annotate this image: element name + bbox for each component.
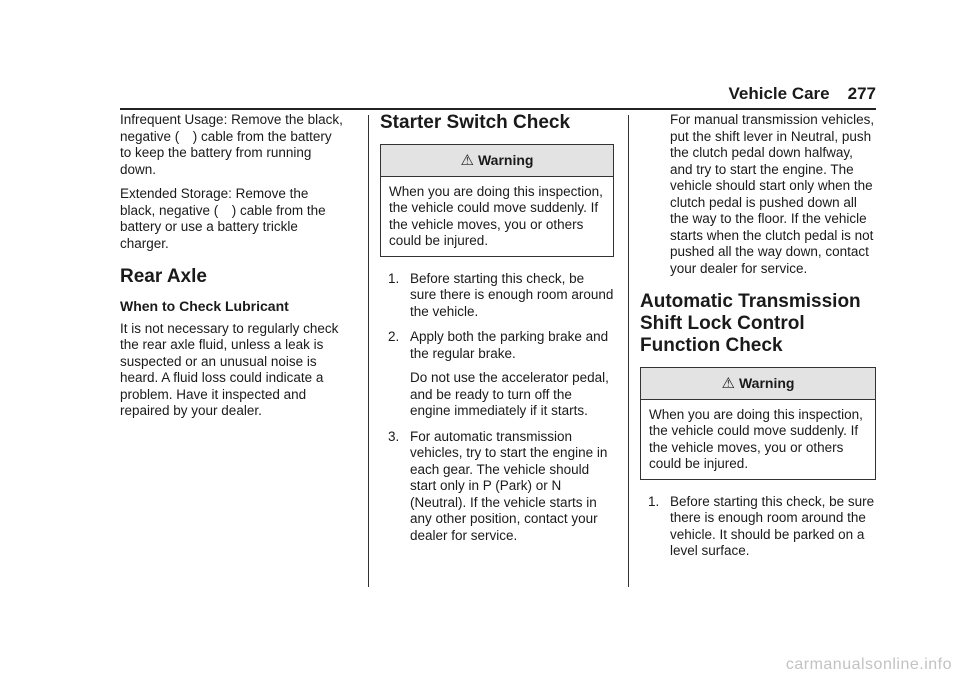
list-item bbox=[380, 271, 614, 321]
warning-title: Warning bbox=[738, 375, 795, 391]
heading-shift-lock-check: Automatic Transmission Shift Lock Control Function Check bbox=[640, 291, 861, 356]
shift-lock-steps bbox=[640, 494, 876, 560]
column-2 bbox=[380, 112, 614, 553]
page-number: 277 bbox=[847, 84, 876, 103]
subheading-when-to-check-lubricant: When to Check Lubricant bbox=[120, 298, 289, 314]
warning-icon: ⚠ bbox=[721, 375, 735, 392]
step-number: 1. bbox=[648, 493, 660, 509]
step-subtext: Do not use the accelerator pedal, and be ready to turn off the engine immediately if it starts. bbox=[410, 370, 609, 418]
step-text: Before starting this check, be sure there is enough room around the vehicle. It should be parked on a level surface. bbox=[670, 493, 875, 558]
paragraph-lubricant: It is not necessary to regularly check the rear axle fluid, unless a leak is suspected or an unusual noise is heard. A fluid loss could indicate a problem. Have it inspected and repaired by your dealer. bbox=[120, 320, 339, 418]
list-item bbox=[380, 429, 614, 545]
starter-check-steps bbox=[380, 271, 614, 545]
step-number: 3. bbox=[388, 428, 400, 444]
column-1 bbox=[120, 112, 345, 428]
column-divider-1 bbox=[368, 115, 369, 587]
list-item bbox=[640, 494, 876, 560]
warning-header bbox=[381, 145, 613, 177]
page-header bbox=[729, 84, 877, 104]
warning-box bbox=[640, 367, 876, 480]
paragraph-infrequent-usage: Infrequent Usage: Remove the black, negative ( ) cable from the battery to keep the battery from running down. bbox=[120, 112, 343, 177]
paragraph-extended-storage: Extended Storage: Remove the black, negative ( ) cable from the battery or use a battery trickle charger. bbox=[120, 186, 326, 251]
heading-starter-switch-check: Starter Switch Check bbox=[380, 112, 571, 133]
heading-rear-axle: Rear Axle bbox=[120, 266, 207, 287]
paragraph-manual-transmission: For manual transmission vehicles, put the shift lever in Neutral, push the clutch pedal down halfway, and try to start the engine. The vehicle should start only when the clutch pedal is pushed down all the way to the floor. If the vehicle starts when the clutch pedal is not pushed all the way down, contact your dealer for service. bbox=[670, 112, 875, 276]
list-item bbox=[380, 329, 614, 420]
watermark: carmanualsonline.info bbox=[785, 656, 952, 673]
warning-body: When you are doing this inspection, the vehicle could move suddenly. If the vehicle moves, you or others could be injured. bbox=[389, 183, 603, 248]
warning-box bbox=[380, 144, 614, 257]
warning-title: Warning bbox=[477, 152, 534, 168]
step-number: 2. bbox=[388, 329, 400, 344]
warning-header bbox=[641, 368, 875, 400]
column-3 bbox=[640, 112, 876, 569]
step-number: 1. bbox=[388, 270, 400, 286]
column-divider-2 bbox=[628, 115, 629, 587]
warning-icon: ⚠ bbox=[460, 152, 474, 169]
step-text: Before starting this check, be sure there is enough room around the vehicle. bbox=[410, 270, 614, 319]
step-text: For automatic transmission vehicles, try to start the engine in each gear. The vehicle should start only in P (Park) or N (Neutral). If the vehicle starts in any other position, contact your dealer for service. bbox=[410, 428, 608, 543]
step-text: Apply both the parking brake and the regular brake. bbox=[410, 329, 609, 361]
header-rule bbox=[120, 108, 876, 110]
section-title: Vehicle Care bbox=[728, 84, 830, 103]
warning-body: When you are doing this inspection, the vehicle could move suddenly. If the vehicle moves, you or others could be injured. bbox=[649, 406, 863, 471]
